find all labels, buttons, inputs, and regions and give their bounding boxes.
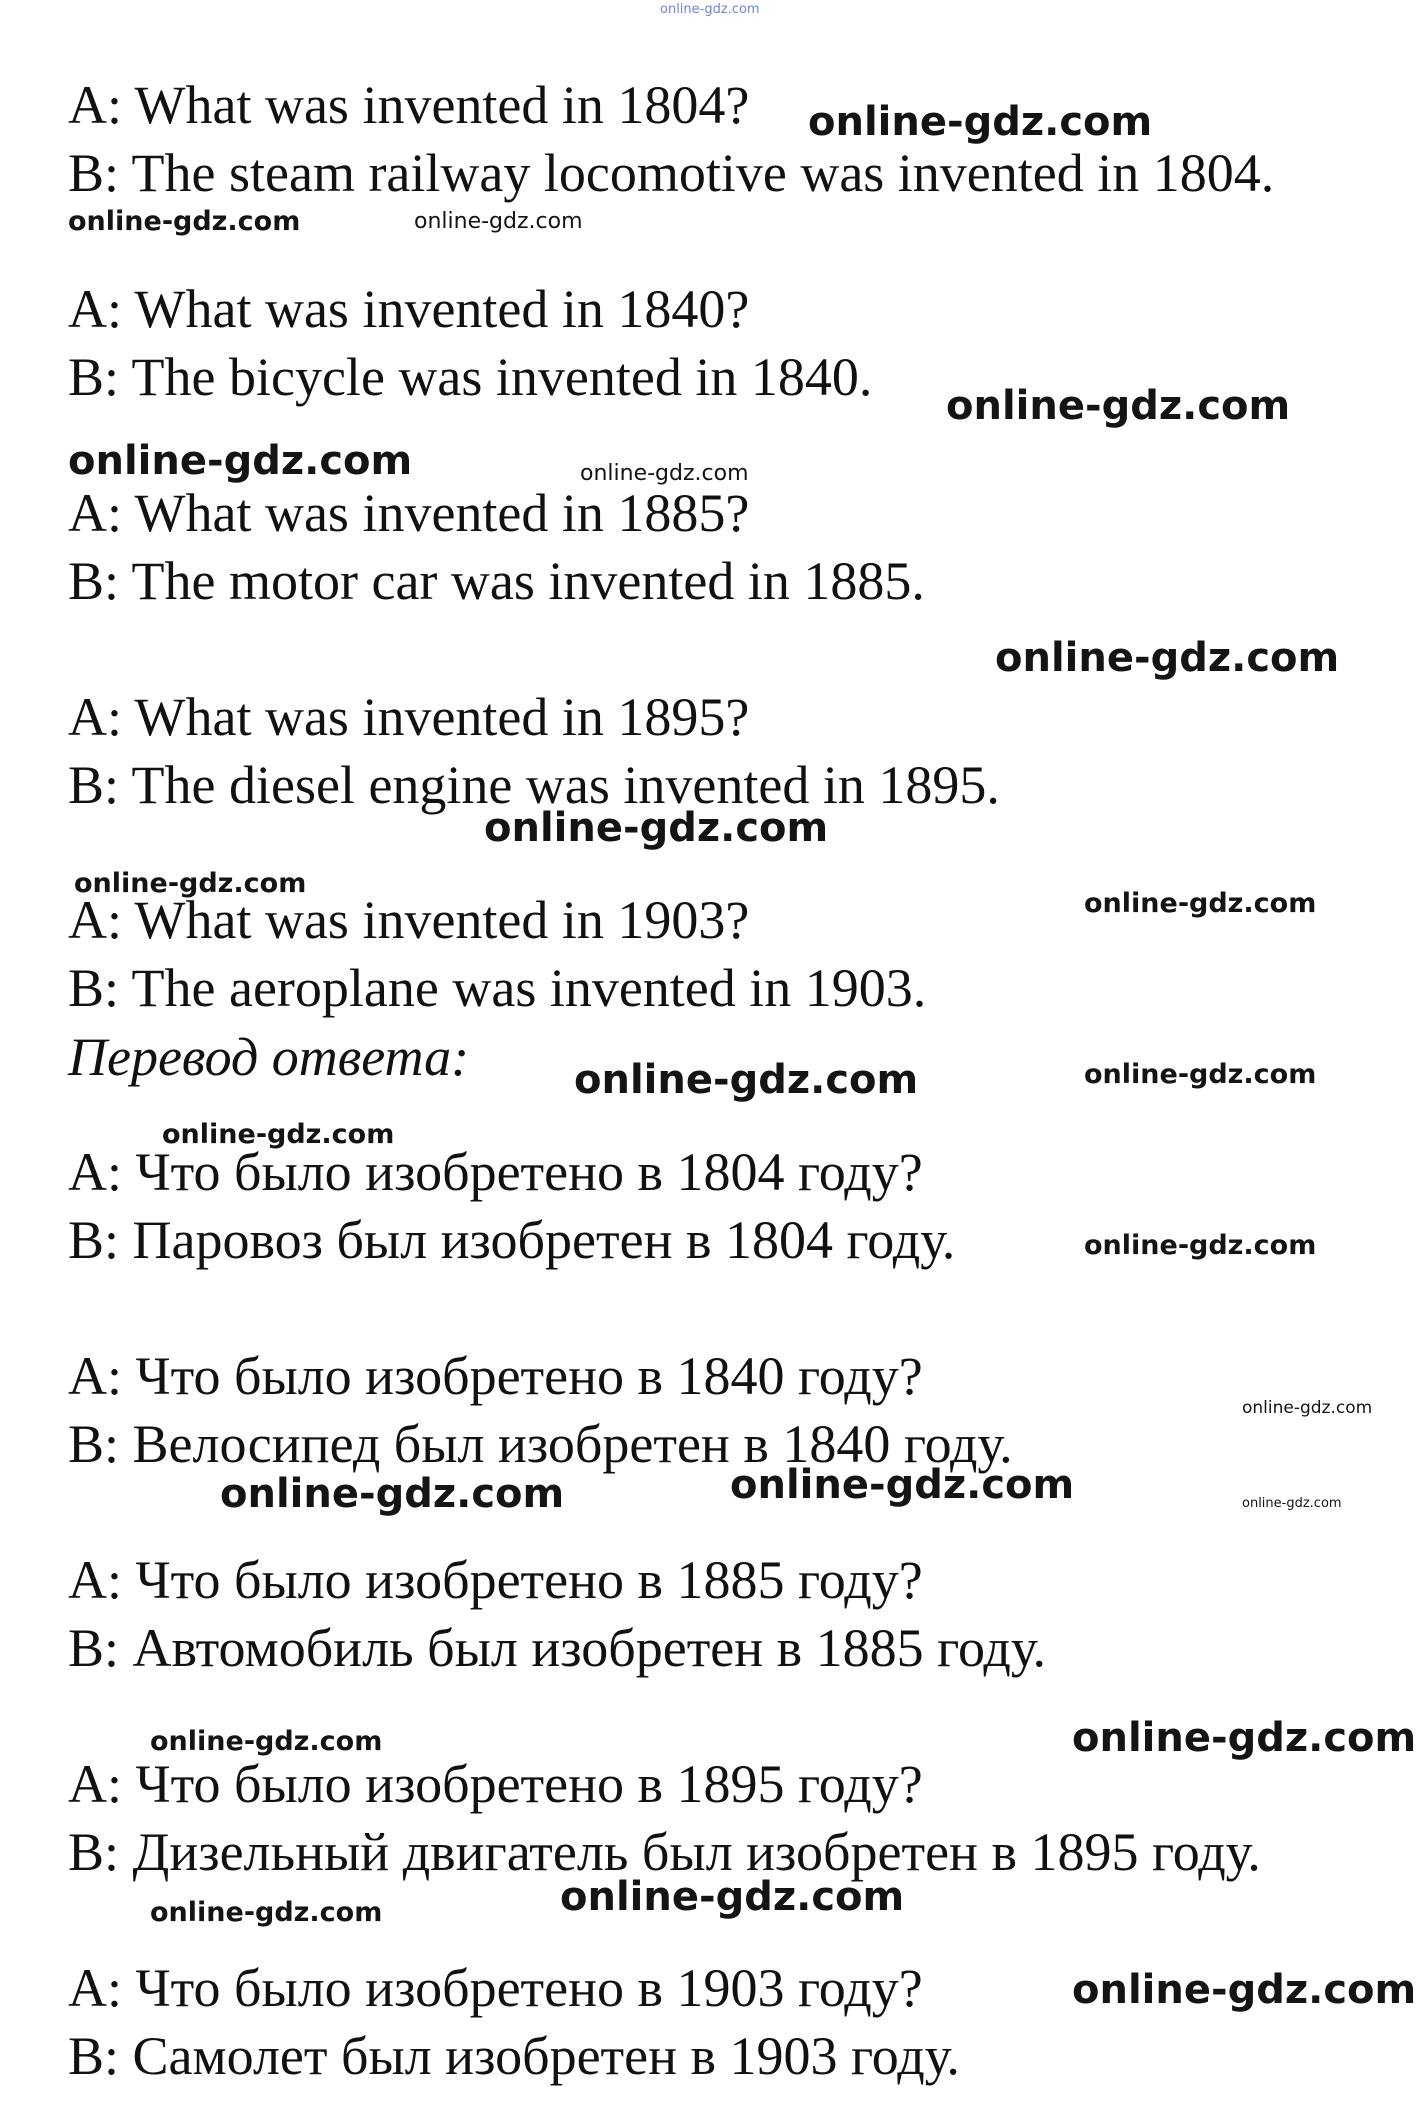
watermark-text: online-gdz.com (560, 1874, 905, 1920)
translation-3-question: A: Что было изобретено в 1885 году? (68, 1550, 923, 1610)
watermark-text: online-gdz.com (1242, 1398, 1373, 1418)
translation-5-answer: B: Самолет был изобретен в 1903 году. (68, 2026, 960, 2086)
dialogue-1-question: A: What was invented in 1804? (68, 75, 750, 135)
watermark-text: online-gdz.com (574, 1057, 919, 1103)
watermark-text: online-gdz.com (220, 1471, 565, 1517)
watermark-text: online-gdz.com (150, 1897, 383, 1928)
watermark-text: online-gdz.com (946, 383, 1291, 429)
watermark-text: online-gdz.com (68, 438, 413, 484)
dialogue-3-question: A: What was invented in 1885? (68, 483, 750, 543)
translation-heading: Перевод ответа: (68, 1027, 470, 1087)
translation-2-answer: B: Велосипед был изобретен в 1840 году. (68, 1414, 1013, 1474)
dialogue-2-answer: B: The bicycle was invented in 1840. (68, 347, 873, 407)
dialogue-3-answer: B: The motor car was invented in 1885. (68, 551, 925, 611)
translation-3-answer: B: Автомобиль был изобретен в 1885 году. (68, 1618, 1046, 1678)
dialogue-5-question: A: What was invented in 1903? (68, 890, 750, 950)
dialogue-4-question: A: What was invented in 1895? (68, 687, 750, 747)
watermark-text: online-gdz.com (1084, 1230, 1317, 1261)
watermark-text: online-gdz.com (995, 635, 1340, 681)
watermark-text: online-gdz.com (660, 2, 760, 17)
dialogue-2-question: A: What was invented in 1840? (68, 279, 750, 339)
translation-2-question: A: Что было изобретено в 1840 году? (68, 1346, 923, 1406)
watermark-text: online-gdz.com (808, 99, 1153, 145)
watermark-text: online-gdz.com (74, 868, 307, 899)
translation-4-question: A: Что было изобретено в 1895 году? (68, 1754, 923, 1814)
dialogue-1-answer: B: The steam railway locomotive was invented in 1804. (68, 143, 1275, 203)
watermark-text: online-gdz.com (68, 206, 301, 237)
watermark-text: online-gdz.com (162, 1119, 395, 1150)
watermark-text: online-gdz.com (1242, 1496, 1342, 1511)
translation-1-question: A: Что было изобретено в 1804 году? (68, 1142, 923, 1202)
translation-5-question: A: Что было изобретено в 1903 году? (68, 1958, 923, 2018)
watermark-text: online-gdz.com (484, 805, 829, 851)
watermark-text: online-gdz.com (1084, 1059, 1317, 1090)
translation-1-answer: B: Паровоз был изобретен в 1804 году. (68, 1210, 956, 1270)
watermark-text: online-gdz.com (1084, 888, 1317, 919)
watermark-text: online-gdz.com (414, 209, 583, 234)
watermark-text: online-gdz.com (150, 1726, 383, 1757)
translation-4-answer: B: Дизельный двигатель был изобретен в 1895 году. (68, 1822, 1261, 1882)
dialogue-5-answer: B: The aeroplane was invented in 1903. (68, 958, 927, 1018)
watermark-text: online-gdz.com (730, 1462, 1075, 1508)
watermark-text: online-gdz.com (1072, 1967, 1417, 2013)
dialogue-4-answer: B: The diesel engine was invented in 1895. (68, 755, 1000, 815)
watermark-text: online-gdz.com (1072, 1715, 1417, 1761)
watermark-text: online-gdz.com (580, 461, 749, 486)
